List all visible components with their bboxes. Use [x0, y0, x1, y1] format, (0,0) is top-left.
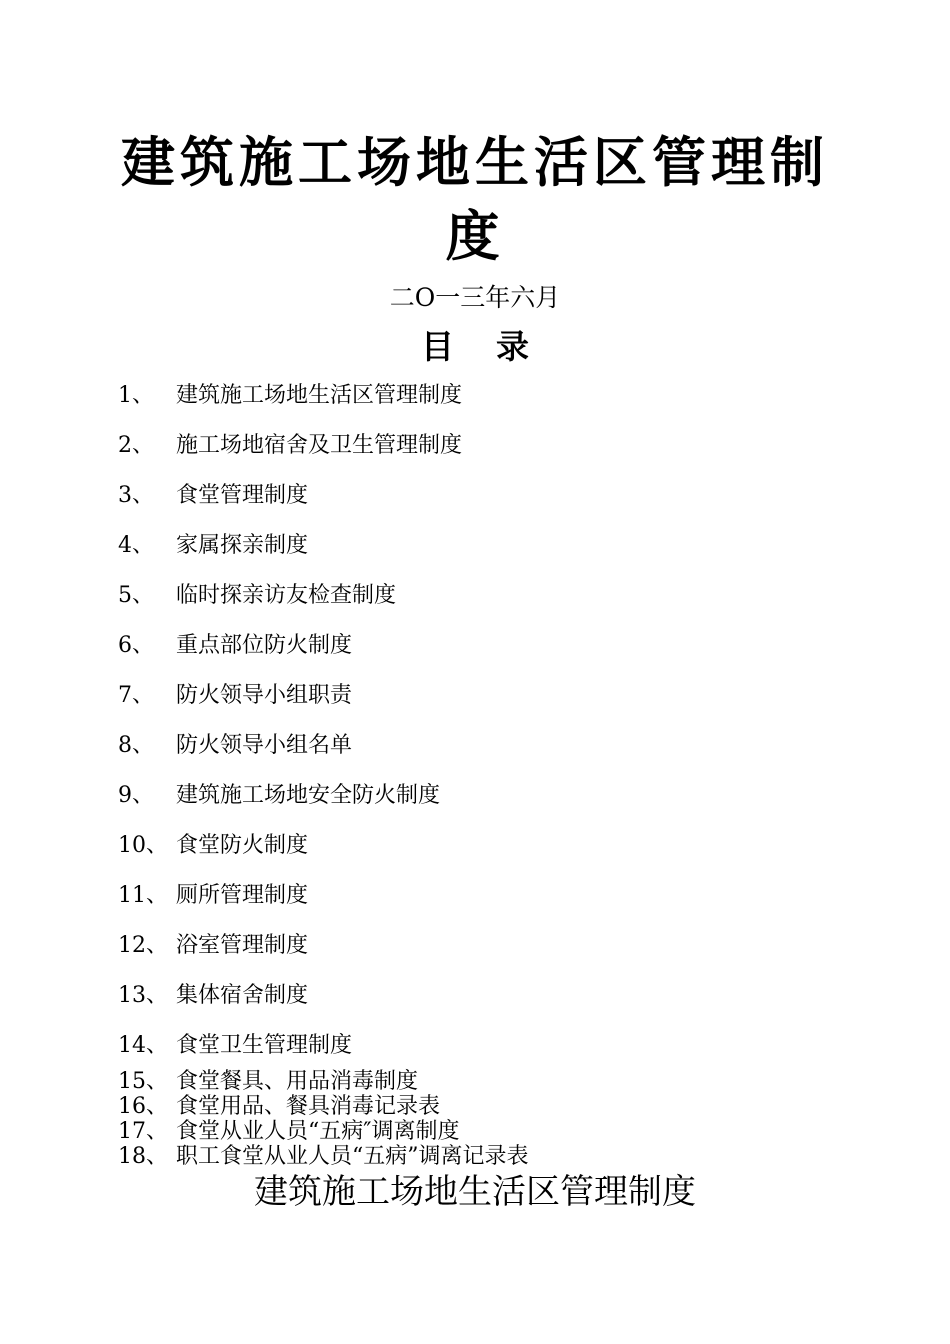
toc-item-text: 食堂管理制度 [176, 483, 309, 508]
toc-item-number: 4、 [118, 533, 154, 558]
toc-item [118, 683, 818, 709]
toc-item [118, 733, 818, 759]
toc-item-number: 10、 [118, 833, 168, 858]
toc-item-text: 食堂用品、餐具消毒记录表 [176, 1094, 441, 1119]
document-title-line2: 度 [445, 204, 505, 268]
section-title: 建筑施工场地生活区管理制度 [254, 1172, 696, 1212]
toc-item-number: 17、 [118, 1119, 168, 1144]
toc-item-text: 施工场地宿舍及卫生管理制度 [176, 433, 463, 458]
toc-item-text: 食堂卫生管理制度 [176, 1033, 353, 1058]
toc-item-number: 5、 [118, 583, 154, 608]
toc-item-number: 8、 [118, 733, 154, 758]
toc-item-text: 职工食堂从业人员“五病”调离记录表 [176, 1144, 529, 1169]
toc-heading [0, 326, 950, 368]
toc-item-number: 11、 [118, 883, 168, 908]
toc-item [118, 883, 818, 909]
document-date: 二O一三年六月 [389, 283, 561, 312]
toc-item-number: 16、 [118, 1094, 168, 1119]
toc-item [118, 1094, 818, 1120]
toc-item [118, 1144, 818, 1170]
toc-item [118, 633, 818, 659]
toc-item-text: 防火领导小组职责 [176, 683, 353, 708]
toc-item-number: 3、 [118, 483, 154, 508]
toc-item [118, 483, 818, 509]
toc-item [118, 533, 818, 559]
toc-item-text: 食堂防火制度 [176, 833, 309, 858]
toc-item-number: 14、 [118, 1033, 168, 1058]
toc-item-number: 6、 [118, 633, 154, 658]
toc-item-number: 2、 [118, 433, 154, 458]
toc-item-text: 防火领导小组名单 [176, 733, 353, 758]
toc-item-text: 浴室管理制度 [176, 933, 309, 958]
toc-item [118, 383, 818, 409]
toc-item [118, 1069, 818, 1095]
toc-item [118, 833, 818, 859]
toc-item-number: 9、 [118, 783, 154, 808]
toc-item-number: 7、 [118, 683, 154, 708]
toc-item [118, 1033, 818, 1059]
document-title-line1: 建筑施工场地生活区管理制 [121, 130, 829, 194]
toc-heading-part2: 录 [496, 327, 529, 366]
toc-item-text: 集体宿舍制度 [176, 983, 309, 1008]
toc-item-text: 食堂从业人员“五病″调离制度 [176, 1119, 460, 1144]
toc-item-text: 建筑施工场地生活区管理制度 [176, 383, 463, 408]
toc-item-number: 18、 [118, 1144, 168, 1169]
toc-item-text: 临时探亲访友检查制度 [176, 583, 397, 608]
toc-heading-part1: 目 [421, 327, 454, 366]
toc-item [118, 433, 818, 459]
toc-item [118, 933, 818, 959]
toc-item-number: 15、 [118, 1069, 168, 1094]
toc-item [118, 583, 818, 609]
toc-item-number: 12、 [118, 933, 168, 958]
toc-item-text: 重点部位防火制度 [176, 633, 353, 658]
toc-item-text: 食堂餐具、用品消毒制度 [176, 1069, 419, 1094]
toc-item-number: 13、 [118, 983, 168, 1008]
toc-item-text: 家属探亲制度 [176, 533, 309, 558]
toc-item [118, 1119, 818, 1145]
toc-item [118, 983, 818, 1009]
toc-item-number: 1、 [118, 383, 154, 408]
toc-item [118, 783, 818, 809]
toc-item-text: 厕所管理制度 [176, 883, 309, 908]
toc-item-text: 建筑施工场地安全防火制度 [176, 783, 441, 808]
